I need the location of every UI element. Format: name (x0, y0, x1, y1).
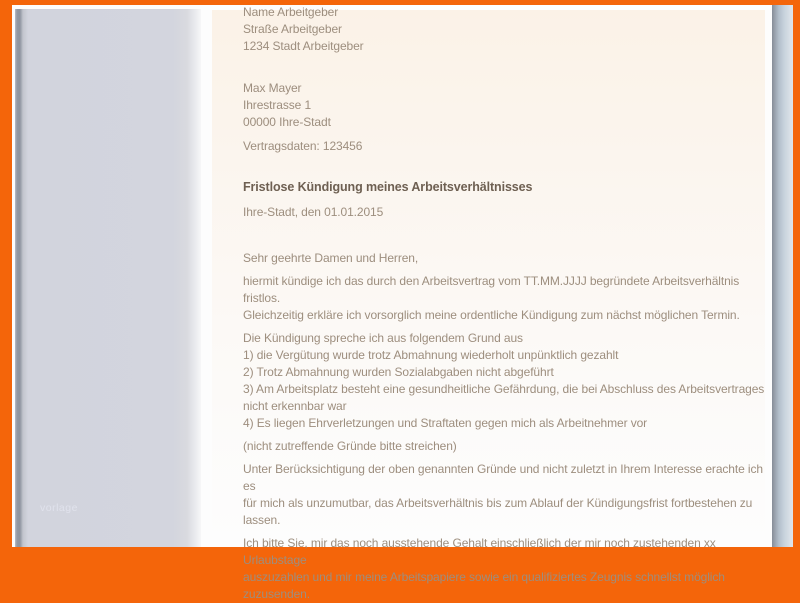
block-para-request (243, 535, 778, 603)
letter-line: nicht erkennbar war (243, 399, 347, 413)
letter-line: lassen. (243, 513, 281, 527)
letter-line: Ihre-Stadt, den 01.01.2015 (243, 205, 384, 219)
letter-line: Fristlose Kündigung meines Arbeitsverhältnisses (243, 180, 533, 194)
letter-line: Unter Berücksichtigung der oben genannten Gründe und nicht zuletzt in Ihrem Interesse erachte ich es (243, 462, 763, 493)
letter-line: auszuzahlen und mir meine Arbeitspapiere sowie ein qualifiziertes Zeugnis schnellst möglich (243, 570, 725, 584)
block-salutation (243, 250, 778, 267)
letter-line: für mich als unzumutbar, das Arbeitsverhältnis bis zum Ablauf der Kündigungsfrist fortbestehen zu (243, 496, 753, 510)
letter-line: 1) die Vergütung wurde trotz Abmahnung wiederholt unpünktlich gezahlt (243, 348, 619, 362)
letter-body (243, 4, 778, 603)
block-para-consideration (243, 461, 778, 529)
letter-line: Ich bitte Sie, mir das noch ausstehende Gehalt einschließlich der mir noch zustehenden xx Urlaubstage (243, 536, 716, 567)
block-employer-address (243, 4, 778, 55)
block-para-reasons (243, 330, 778, 432)
letter-line: Die Kündigung spreche ich aus folgendem Grund aus (243, 331, 523, 345)
block-sender-address (243, 80, 778, 131)
letter-line: 4) Es liegen Ehrverletzungen und Straftaten gegen mich als Arbeitnehmer vor (243, 416, 648, 430)
block-date-line (243, 204, 778, 221)
left-page-edge-panel (15, 9, 201, 547)
letter-line: 00000 Ihre-Stadt (243, 115, 331, 129)
letter-line: Ihrestrasse 1 (243, 98, 312, 112)
block-subject (243, 179, 778, 196)
letter-line: hiermit kündige ich das durch den Arbeitsvertrag vom TT.MM.JJJJ begründete Arbeitsverhältnis fristlos. (243, 274, 740, 305)
letter-line: 1234 Stadt Arbeitgeber (243, 39, 364, 53)
block-contract-data (243, 138, 778, 155)
watermark-text: vorlage (40, 502, 78, 514)
letter-line: 2) Trotz Abmahnung wurden Sozialabgaben nicht abgeführt (243, 365, 554, 379)
letter-line: zuzusenden. (243, 587, 310, 601)
block-para-strike-note (243, 438, 778, 455)
block-para-termination (243, 273, 778, 324)
letter-line: 3) Am Arbeitsplatz besteht eine gesundheitliche Gefährdung, die bei Abschluss des Arbeitsvertrages (243, 382, 765, 396)
letter-line: (nicht zutreffende Gründe bitte streichen) (243, 439, 457, 453)
letter-line: Vertragsdaten: 123456 (243, 139, 363, 153)
letter-line: Name Arbeitgeber (243, 5, 339, 19)
letter-line: Max Mayer (243, 81, 302, 95)
letter-line: Straße Arbeitgeber (243, 22, 342, 36)
letter-line: Gleichzeitig erkläre ich vorsorglich meine ordentliche Kündigung zum nächst möglichen Termin. (243, 308, 740, 322)
letter-line: Sehr geehrte Damen und Herren, (243, 251, 419, 265)
